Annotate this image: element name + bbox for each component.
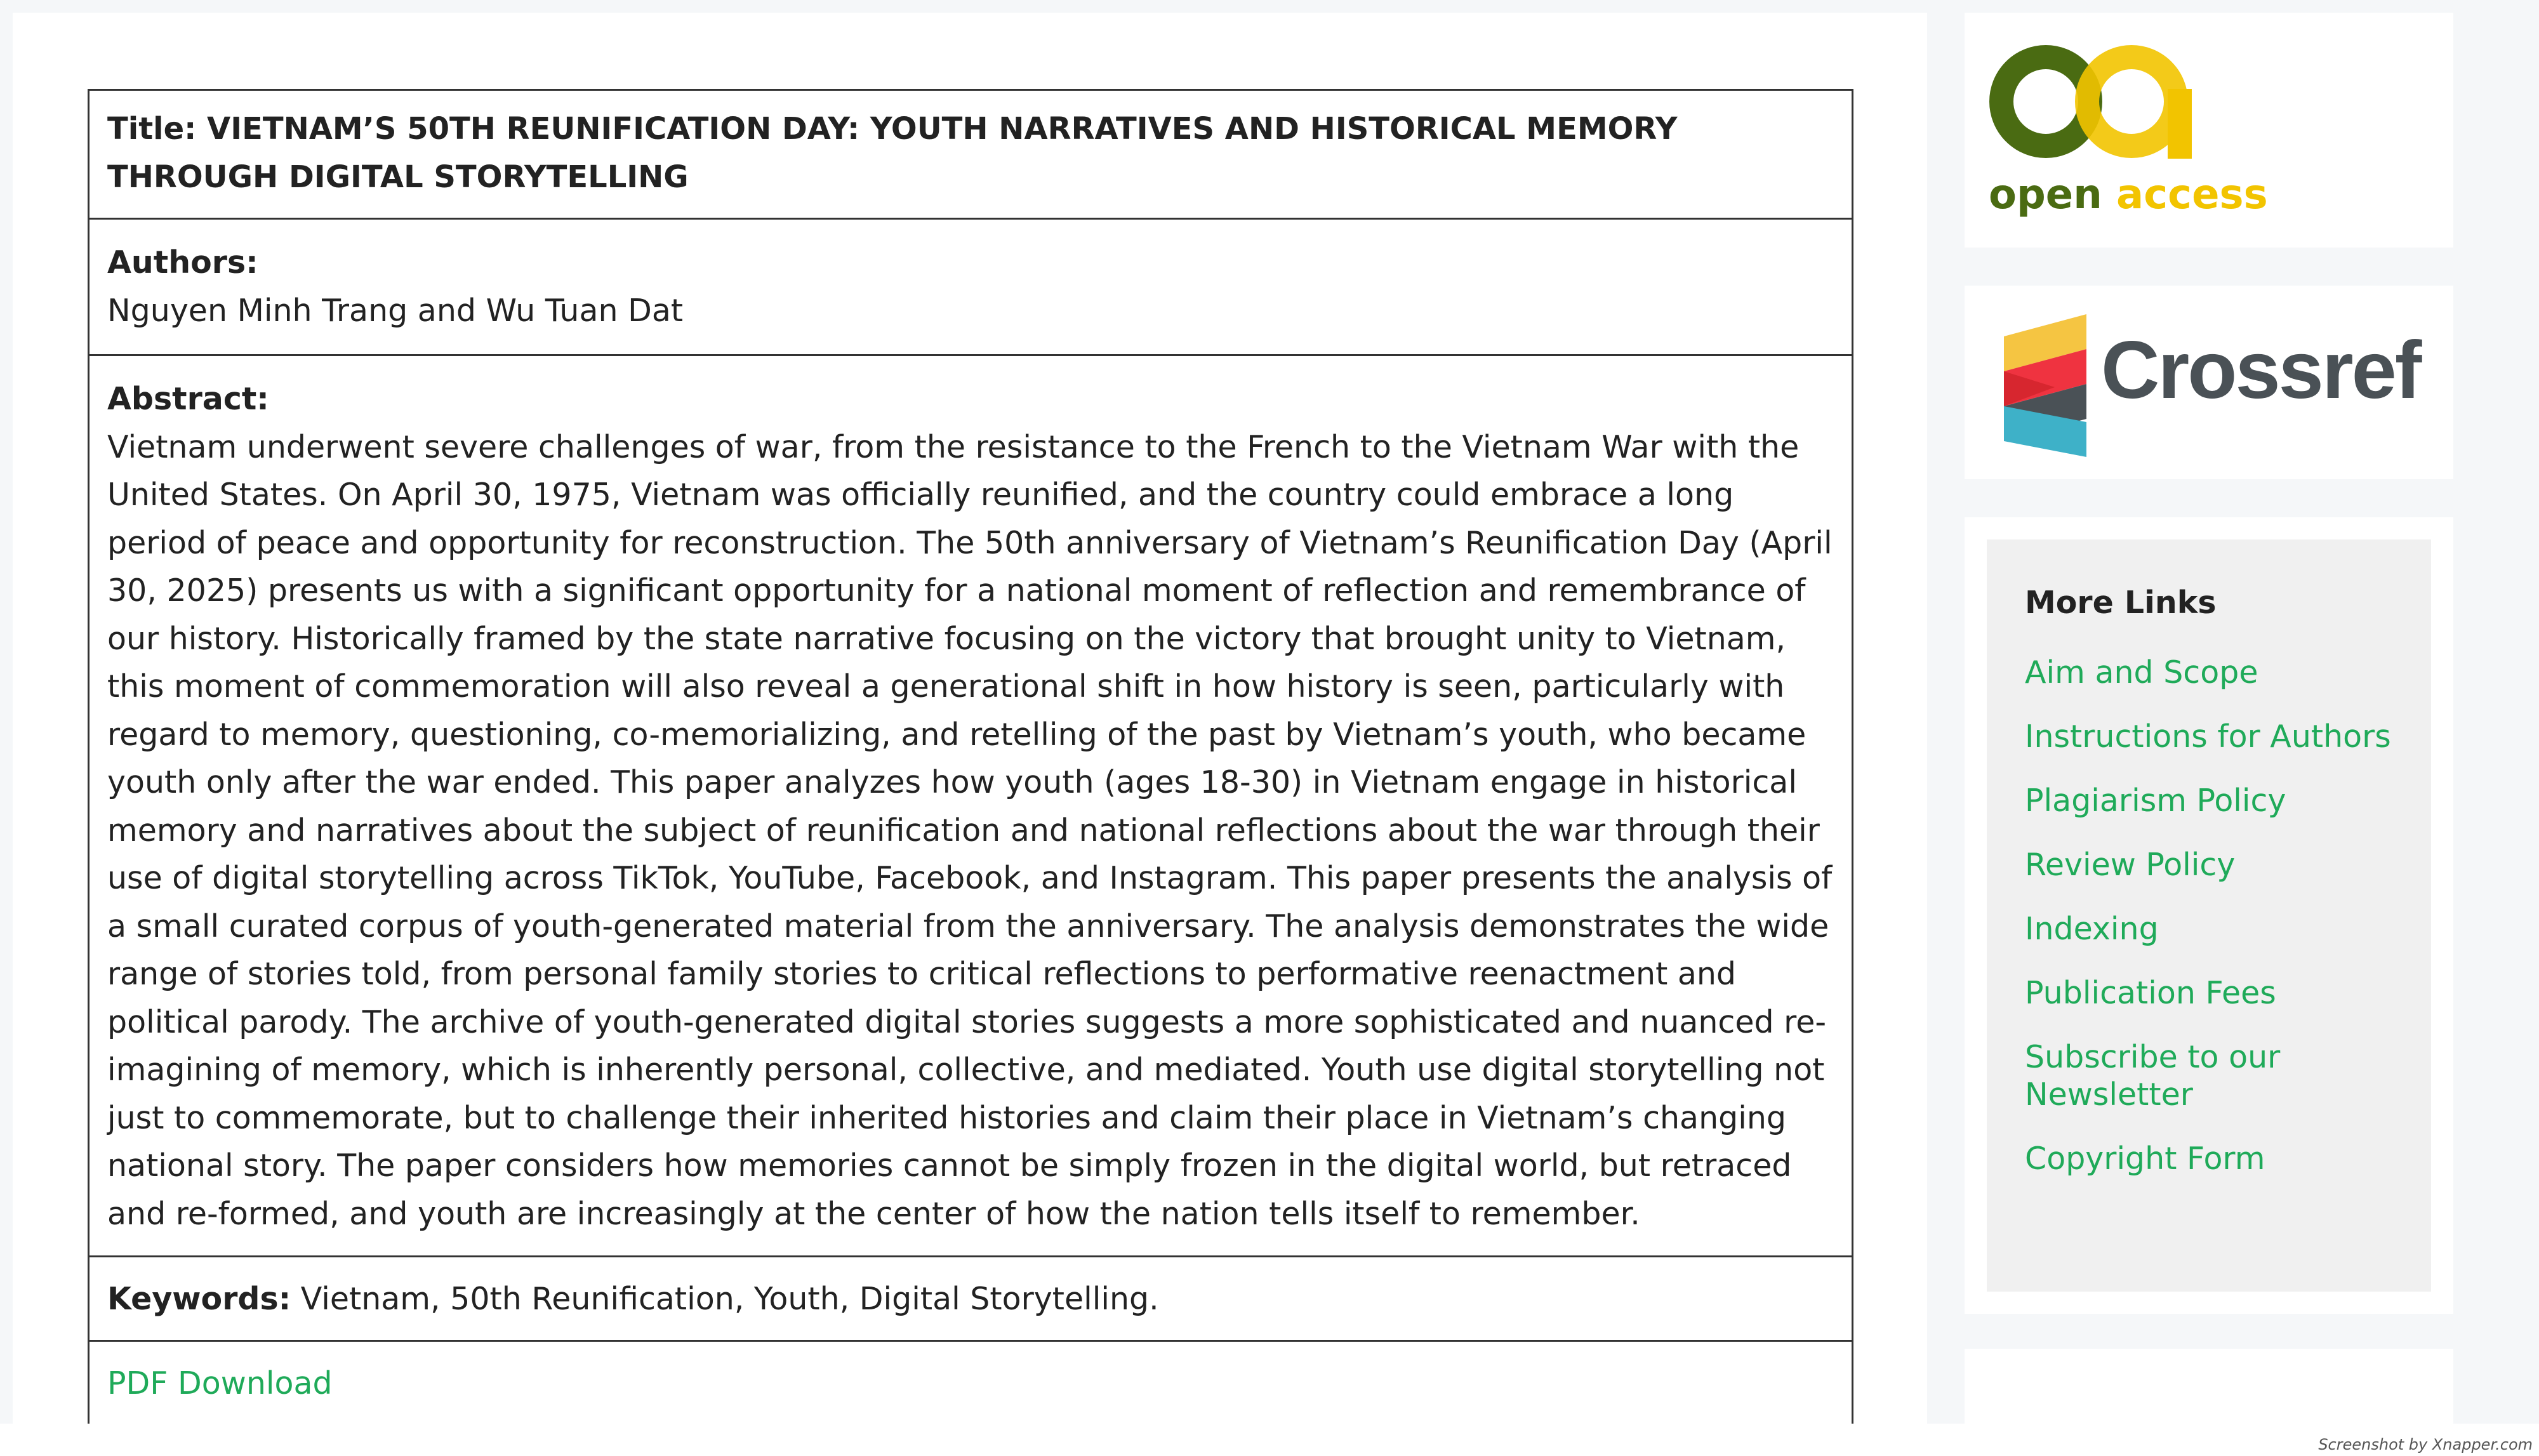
list-item: [2025, 718, 2393, 755]
subscribe-newsletter-link[interactable]: Subscribe to our Newsletter: [2025, 1039, 2281, 1113]
list-item: [2025, 1038, 2393, 1113]
open-access-logo-icon[interactable]: [1989, 38, 2204, 165]
sidebar-empty-card: [1965, 1349, 2453, 1425]
crossref-logo-icon[interactable]: [1991, 311, 2099, 457]
article-details-table: [88, 89, 1853, 1426]
list-item: [2025, 910, 2393, 948]
list-item: [2025, 1140, 2393, 1177]
main-content-panel: [13, 13, 1927, 1424]
access-word: access: [2116, 171, 2268, 218]
screenshot-watermark: Screenshot by Xnapper.com: [2318, 1436, 2533, 1453]
authors-section: [89, 220, 1852, 356]
pdf-download-link[interactable]: PDF Download: [107, 1365, 333, 1401]
article-title: Title: VIETNAM’S 50TH REUNIFICATION DAY: YOUTH NARRATIVES AND HISTORICAL MEMORY THROUGH DIGITAL STORYTELLING: [89, 91, 1852, 220]
plagiarism-policy-link[interactable]: Plagiarism Policy: [2025, 783, 2286, 819]
authors-text: Nguyen Minh Trang and Wu Tuan Dat: [107, 293, 684, 329]
crossref-wordmark: Crossref: [2101, 325, 2420, 416]
publication-fees-link[interactable]: Publication Fees: [2025, 975, 2276, 1011]
indexing-link[interactable]: Indexing: [2025, 911, 2159, 947]
keywords-section: [89, 1257, 1852, 1342]
list-item: [2025, 846, 2393, 884]
more-links-panel: [1987, 539, 2431, 1292]
keywords-text: Vietnam, 50th Reunification, Youth, Digital Storytelling.: [291, 1281, 1159, 1317]
more-links-title: More Links: [2025, 585, 2217, 621]
more-links-card: [1965, 517, 2453, 1314]
abstract-label: Abstract:: [107, 380, 269, 417]
copyright-form-link[interactable]: Copyright Form: [2025, 1141, 2265, 1177]
keywords-label: Keywords:: [107, 1281, 291, 1317]
bottom-strip: [0, 1424, 2539, 1456]
open-word: open: [1989, 171, 2102, 218]
authors-label: Authors:: [107, 244, 258, 281]
abstract-text: Vietnam underwent severe challenges of war, from the resistance to the French to the Vietnam War with the United States. On April 30, 1975, Vietnam was officially reunified, and the country could embrace a long period of peace and opportunity for reconstruction. The 50th anniversary of Vietnam’s Reunification Day (April 30, 2025) presents us with a significant opportunity for a national moment of reflection and remembrance of our history. Historically framed by the state narrative focusing on the victory that brought unity to Vietnam, this moment of commemoration will also reveal a generational shift in how history is seen, particularly with regard to memory, questioning, co-memorializing, and retelling of the past by Vietnam’s youth, who became youth only after the war ended. This paper analyzes how youth (ages 18-30) in Vietnam engage in historical memory and narratives about the subject of reunification and national reflections about the war through their use of digital storytelling across TikTok, YouTube, Facebook, and Instagram. This paper presents the analysis of a small curated corpus of youth-generated material from the anniversary. The analysis demonstrates the wide range of stories told, from personal family stories to critical reflections to performative reenactment and political parody. The archive of youth-generated digital stories suggests a more sophisticated and nuanced re-imagining of memory, which is inherently personal, collective, and mediated. Youth use digital storytelling not just to commemorate, but to challenge their inherited histories and claim their place in Vietnam’s changing national story. The paper considers how memories cannot be simply frozen in the digital world, but retraced and re-formed, and youth are increasingly at the center of how the nation tells itself to remember.: [107, 428, 1833, 1232]
crossref-card: [1965, 286, 2453, 479]
abstract-section: [89, 356, 1852, 1258]
open-access-card: [1965, 13, 2453, 248]
instructions-for-authors-link[interactable]: Instructions for Authors: [2025, 718, 2391, 755]
pdf-section: [89, 1342, 1852, 1424]
open-access-wordmark: [1989, 171, 2268, 218]
more-links-list: [2025, 654, 2393, 1177]
list-item: [2025, 974, 2393, 1012]
aim-and-scope-link[interactable]: Aim and Scope: [2025, 654, 2258, 691]
list-item: [2025, 782, 2393, 819]
review-policy-link[interactable]: Review Policy: [2025, 847, 2236, 883]
list-item: [2025, 654, 2393, 691]
